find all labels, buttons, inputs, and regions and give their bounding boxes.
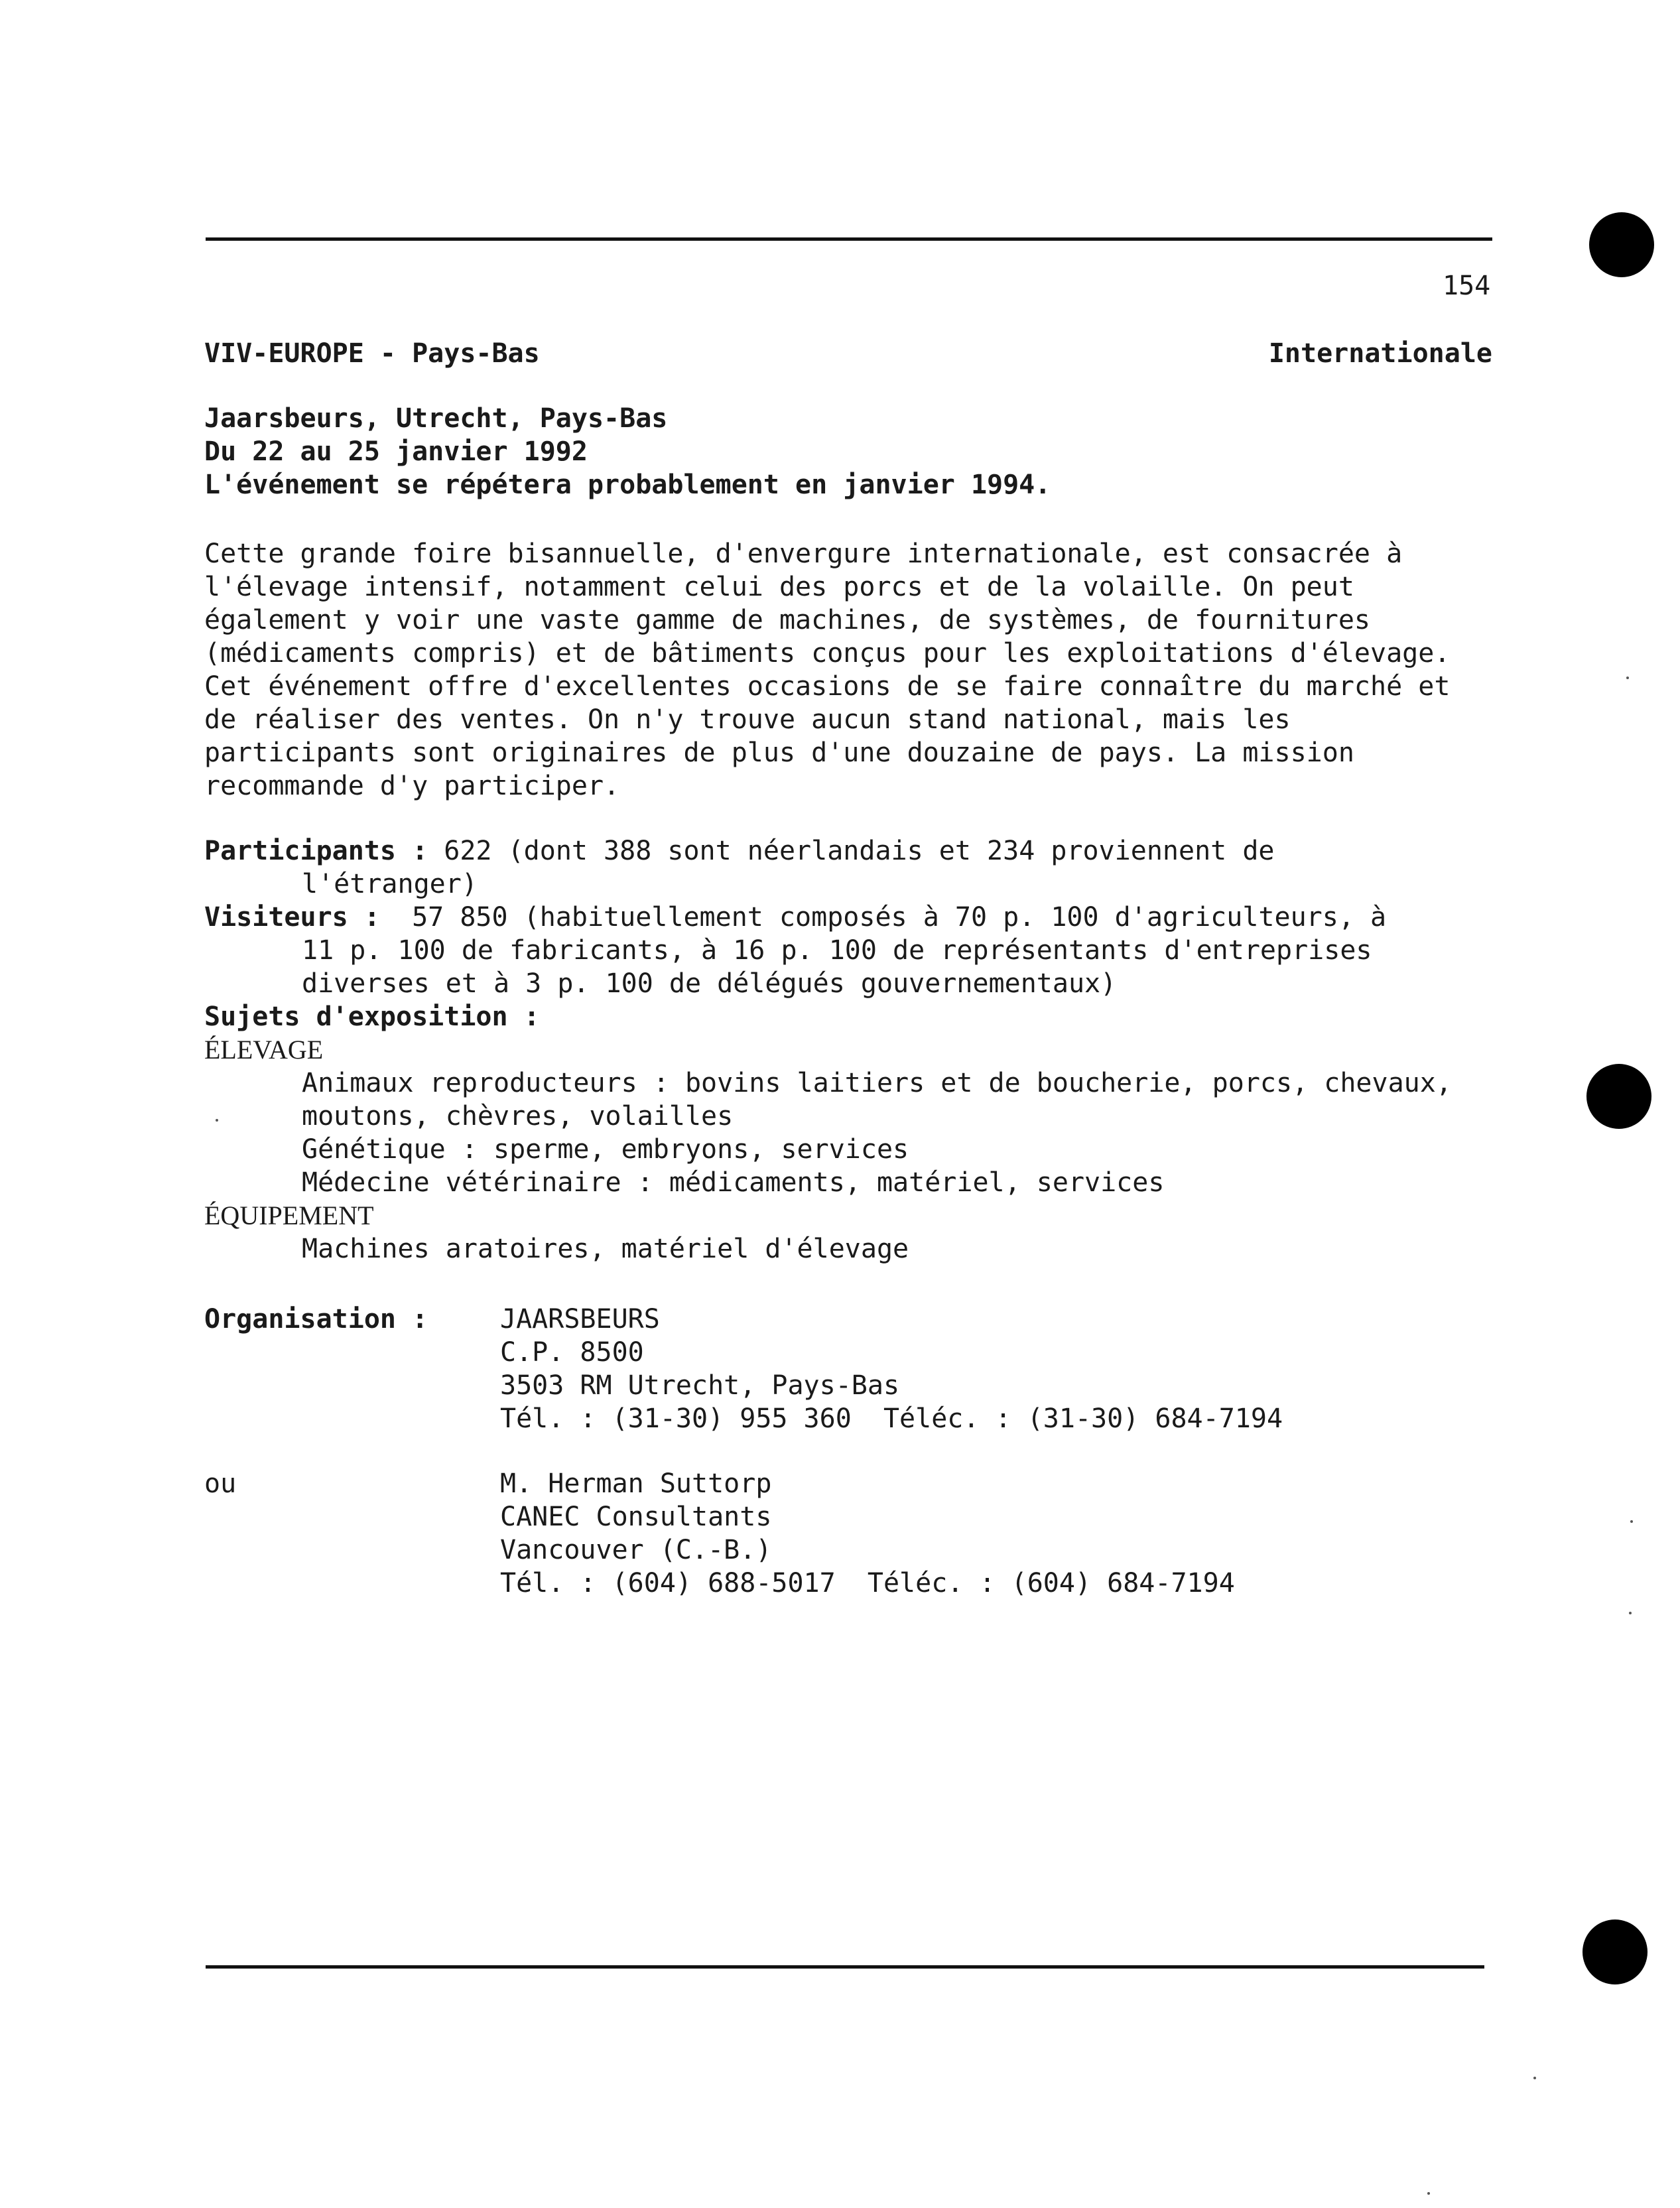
- visiteurs-continuation: 11 p. 100 de fabricants, à 16 p. 100 de représentants d'entreprises: [302, 935, 1372, 966]
- header-left-title: VIV-EUROPE - Pays-Bas: [204, 338, 540, 369]
- scan-speck: [1533, 2077, 1536, 2079]
- binder-hole-top: [1589, 212, 1654, 277]
- contact-line: 3503 RM Utrecht, Pays-Bas: [500, 1370, 900, 1401]
- scan-speck: [1629, 1612, 1632, 1614]
- participants-value: 622 (dont 388 sont néerlandais et 234 proviennent de: [428, 836, 1275, 866]
- elevage-item: Médecine vétérinaire : médicaments, matériel, services: [302, 1167, 1165, 1198]
- elevage-item: Génétique : sperme, embryons, services: [302, 1134, 909, 1165]
- description-line: également y voir une vaste gamme de machines, de systèmes, de fournitures: [204, 605, 1370, 635]
- description-line: (médicaments compris) et de bâtiments conçus pour les exploitations d'élevage.: [204, 638, 1451, 669]
- description-line: Cet événement offre d'excellentes occasions de se faire connaître du marché et: [204, 671, 1451, 702]
- scan-speck: [1626, 677, 1629, 679]
- participants-entry: [204, 834, 1275, 868]
- visiteurs-entry: [204, 901, 1386, 934]
- event-recurrence: L'événement se répétera probablement en janvier 1994.: [204, 470, 1051, 500]
- bottom-rule: [206, 1965, 1484, 1969]
- description-line: participants sont originaires de plus d'une douzaine de pays. La mission: [204, 738, 1354, 768]
- contact-line: Vancouver (C.-B.): [500, 1535, 772, 1565]
- visiteurs-continuation: diverses et à 3 p. 100 de délégués gouvernementaux): [302, 968, 1117, 999]
- description-line: de réaliser des ventes. On n'y trouve aucun stand national, mais les: [204, 704, 1291, 735]
- description-line: recommande d'y participer.: [204, 771, 620, 801]
- ou-label: ou: [204, 1468, 237, 1499]
- scan-speck: [216, 1119, 218, 1122]
- scan-speck: [1630, 1520, 1633, 1523]
- description-line: Cette grande foire bisannuelle, d'envergure internationale, est consacrée à: [204, 539, 1403, 569]
- contact-line: M. Herman Suttorp: [500, 1468, 772, 1499]
- contact-phone: Tél. : (31-30) 955 360 Téléc. : (31-30) 684-7194: [500, 1403, 1283, 1434]
- description-line: l'élevage intensif, notamment celui des porcs et de la volaille. On peut: [204, 572, 1354, 602]
- elevage-heading: ÉLEVAGE: [204, 1035, 324, 1065]
- visiteurs-value: 57 850 (habituellement composés à 70 p. 100 d'agriculteurs, à: [379, 902, 1387, 933]
- event-dates: Du 22 au 25 janvier 1992: [204, 436, 588, 467]
- header-right-scope: Internationale: [1268, 338, 1492, 369]
- visiteurs-label: Visiteurs :: [204, 902, 380, 933]
- event-location: Jaarsbeurs, Utrecht, Pays-Bas: [204, 403, 668, 434]
- binder-hole-bottom: [1583, 1919, 1648, 1984]
- contact-line: C.P. 8500: [500, 1337, 644, 1368]
- binder-hole-middle: [1586, 1064, 1651, 1129]
- elevage-item: Animaux reproducteurs : bovins laitiers et de boucherie, porcs, chevaux,: [302, 1068, 1452, 1098]
- sujets-label: Sujets d'exposition :: [204, 1002, 540, 1032]
- contact-phone: Tél. : (604) 688-5017 Téléc. : (604) 684-7194: [500, 1568, 1235, 1598]
- contact-line: JAARSBEURS: [500, 1304, 660, 1334]
- organisation-label: Organisation :: [204, 1304, 428, 1334]
- top-rule: [206, 237, 1492, 241]
- elevage-item: moutons, chèvres, volailles: [302, 1101, 734, 1132]
- equipement-item: Machines aratoires, matériel d'élevage: [302, 1234, 909, 1264]
- participants-label: Participants :: [204, 836, 428, 866]
- scan-speck: [1427, 2192, 1430, 2195]
- page-number: 154: [1443, 271, 1491, 301]
- contact-line: CANEC Consultants: [500, 1502, 772, 1532]
- participants-continuation: l'étranger): [302, 869, 478, 899]
- equipement-heading: ÉQUIPEMENT: [204, 1201, 374, 1230]
